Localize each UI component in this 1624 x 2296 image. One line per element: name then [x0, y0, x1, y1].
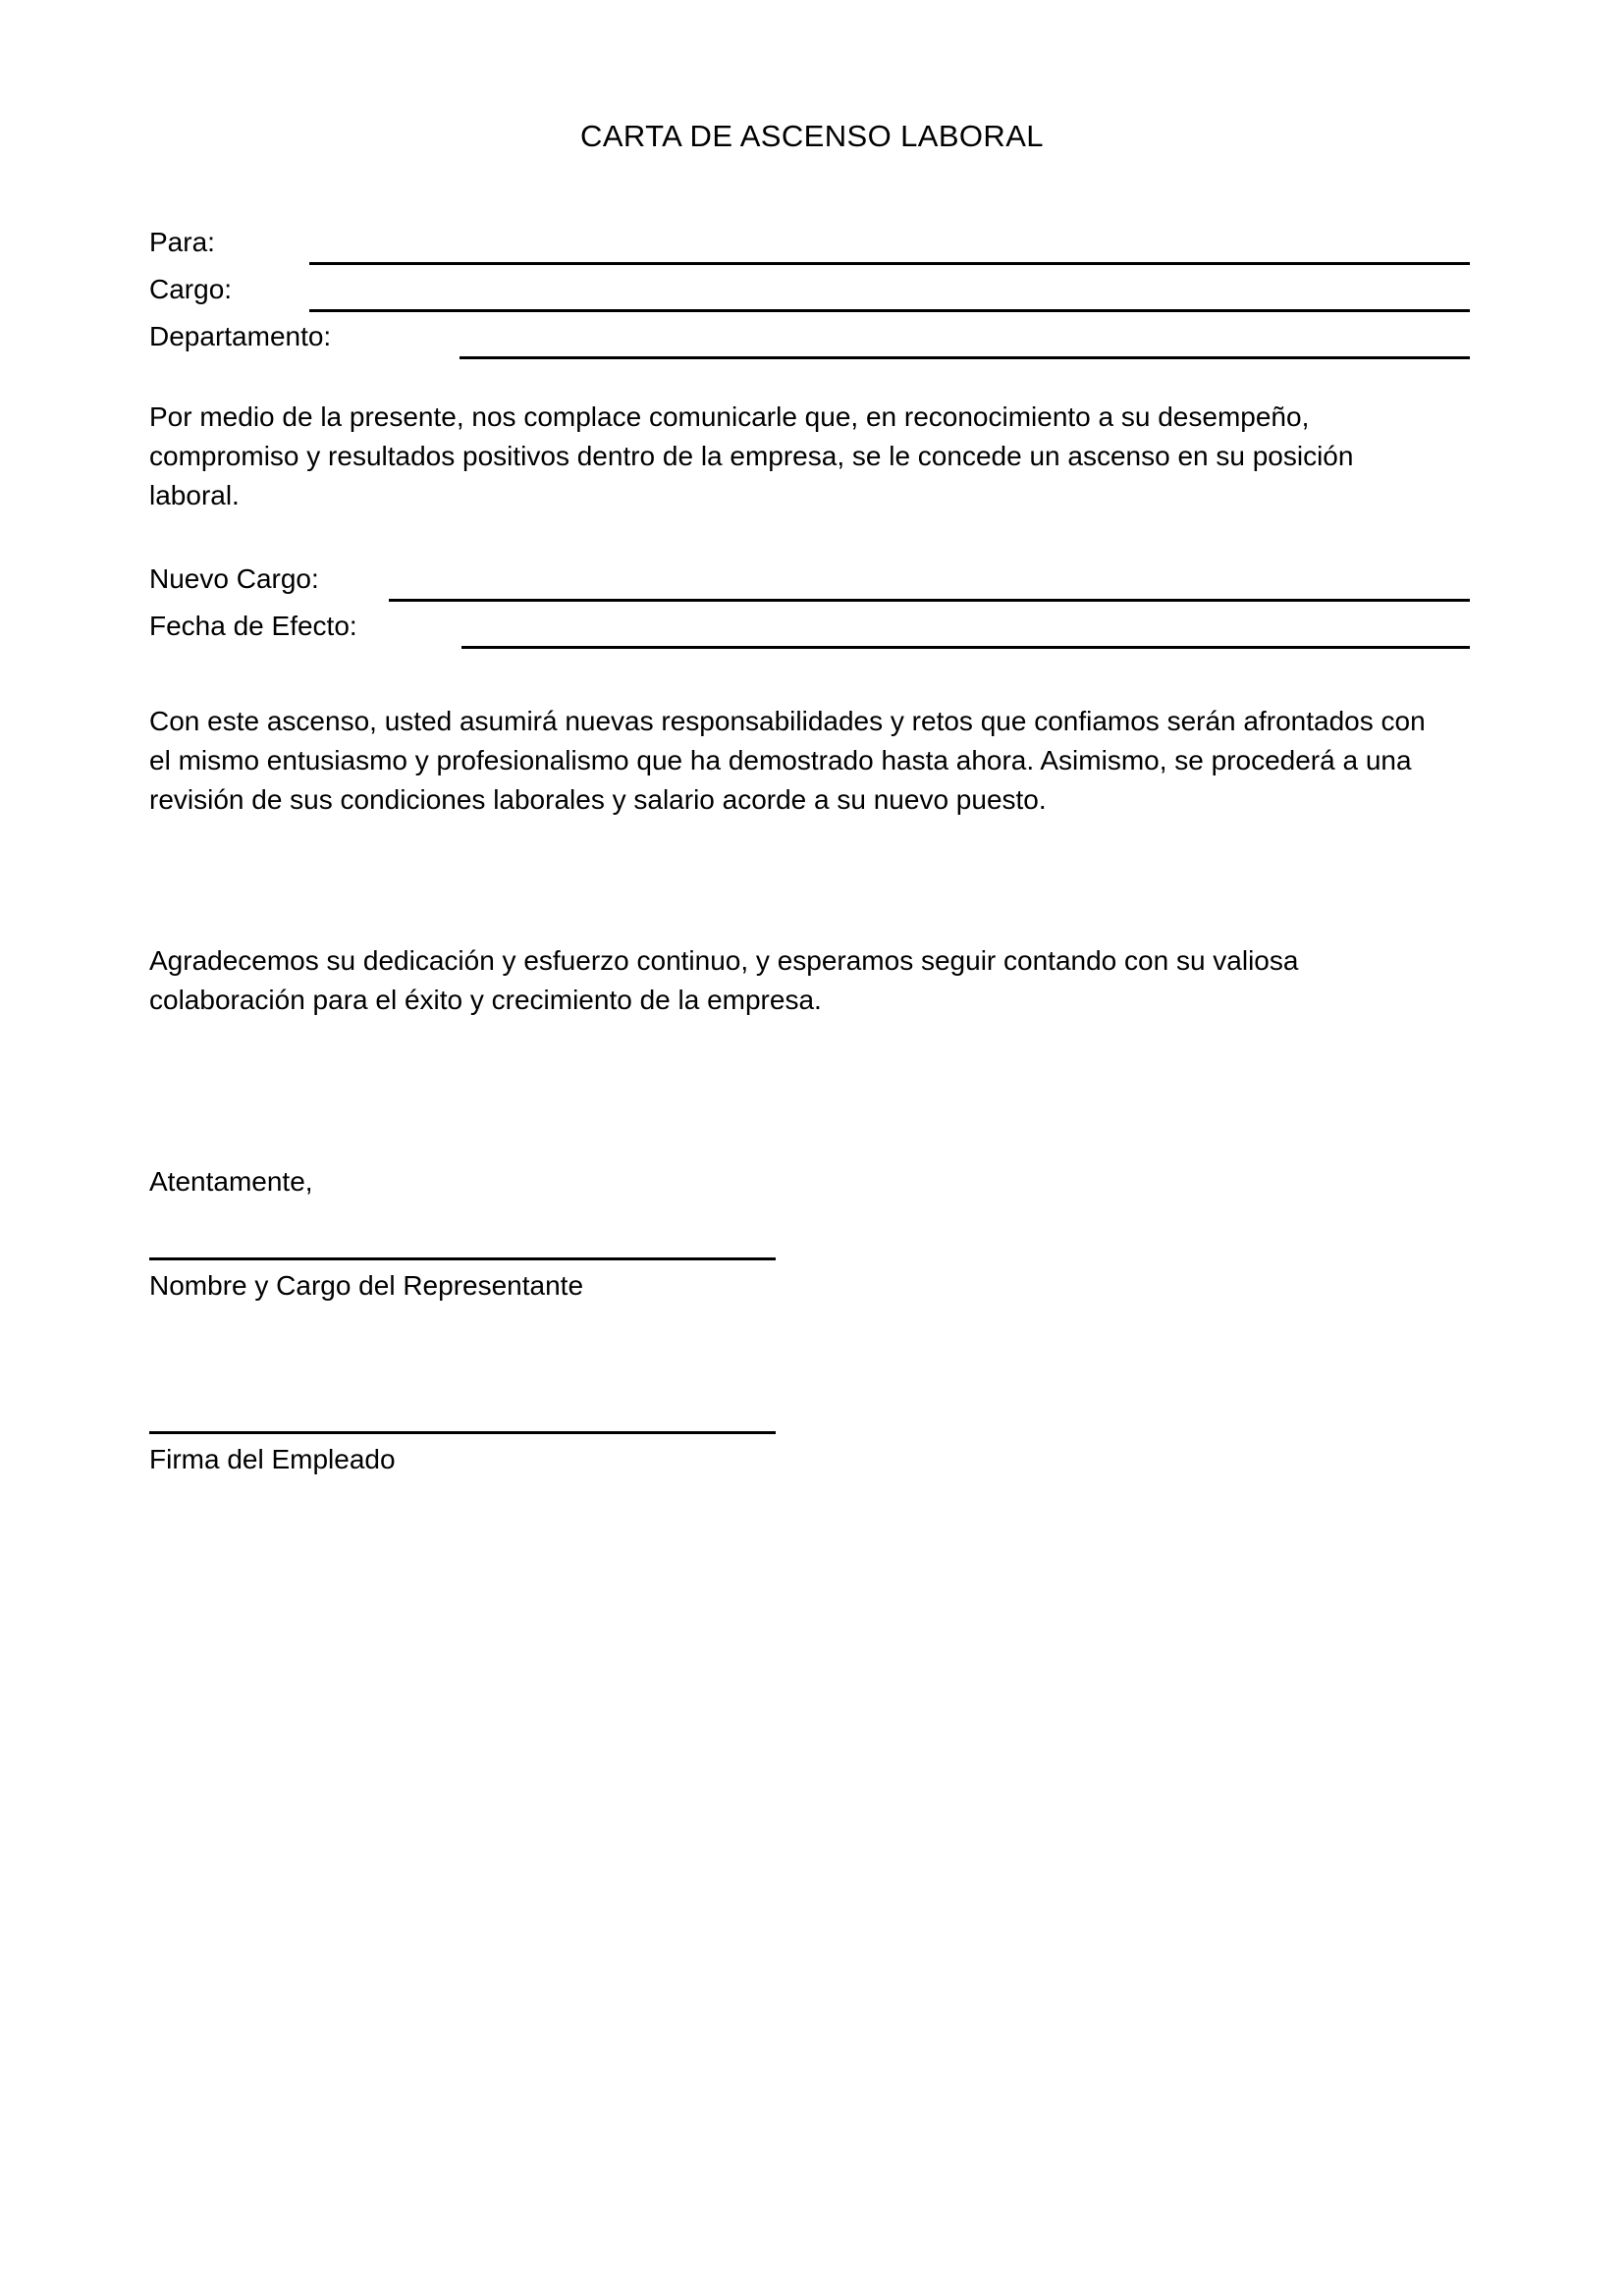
field-row-fecha-efecto [149, 608, 1470, 653]
field-input-fecha-efecto[interactable] [461, 646, 1470, 649]
field-label-departamento: Departamento: [149, 321, 332, 351]
field-row-departamento [149, 318, 1470, 363]
signature-caption-employee: Firma del Empleado [149, 1444, 396, 1474]
signature-line-employee[interactable] [149, 1431, 776, 1434]
field-row-para [149, 224, 1470, 269]
signature-line-representative[interactable] [149, 1257, 776, 1260]
field-row-cargo [149, 271, 1470, 316]
field-label-fecha-efecto: Fecha de Efecto: [149, 611, 357, 641]
signature-block-employee [149, 1431, 776, 1479]
page-title: CARTA DE ASCENSO LABORAL [580, 119, 1044, 153]
field-label-para: Para: [149, 227, 215, 257]
field-label-cargo: Cargo: [149, 274, 233, 304]
signature-caption-representative: Nombre y Cargo del Representante [149, 1270, 584, 1301]
field-label-nuevo-cargo: Nuevo Cargo: [149, 563, 319, 594]
closing-salutation: Atentamente, [149, 1166, 313, 1197]
paragraph-responsibilities: Con este ascenso, usted asumirá nuevas responsabilidades y retos que confiamos serán afrontados con el mismo entusiasmo y profesionalismo que ha demostrado hasta ahora. Asimismo, se procederá a una revisión de sus condiciones laborales y salario acorde a su nuevo puesto. [149, 706, 1426, 815]
field-input-departamento[interactable] [460, 356, 1470, 359]
paragraph-intro: Por medio de la presente, nos complace comunicarle que, en reconocimiento a su desempeño, compromiso y resultados positivos dentro de la empresa, se le concede un ascenso en su posición laboral. [149, 401, 1354, 510]
signature-block-representative [149, 1257, 776, 1306]
field-input-nuevo-cargo[interactable] [389, 599, 1470, 602]
field-input-cargo[interactable] [309, 309, 1470, 312]
field-row-nuevo-cargo [149, 561, 1470, 606]
paragraph-thanks: Agradecemos su dedicación y esfuerzo continuo, y esperamos seguir contando con su valiosa colaboración para el éxito y crecimiento de la empresa. [149, 945, 1299, 1015]
field-input-para[interactable] [309, 262, 1470, 265]
